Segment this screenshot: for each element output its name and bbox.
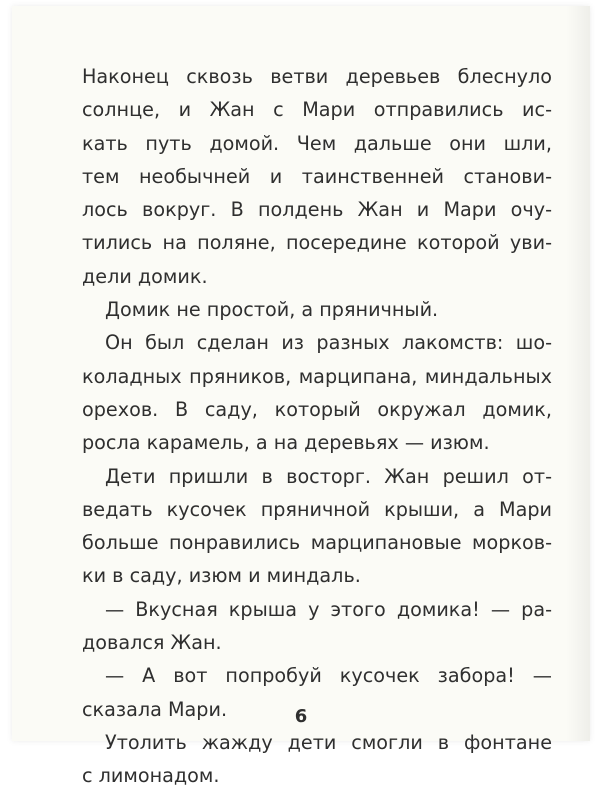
text-line: Он был сделан из разных лакомств: шо-: [105, 331, 552, 355]
text-line: Наконец сквозь ветви деревьев блеснуло: [82, 65, 552, 88]
text-line: довался Жан.: [82, 631, 222, 655]
paragraph-7: [82, 726, 552, 793]
text-line: Дети пришли в восторг. Жан решил от-: [105, 464, 552, 488]
text-line: ведать кусочек пряничной крыши, а Мари: [82, 497, 552, 521]
paragraph-3: [82, 326, 552, 459]
text-line: — А вот попробуй кусочек забора! —: [105, 664, 552, 688]
text-line: Утолить жажду дети смогли в фонтане: [105, 730, 552, 754]
story-text: [82, 60, 552, 793]
paragraph-1: [82, 60, 552, 293]
text-line: солнце, и Жан с Мари отправились ис-: [82, 98, 552, 122]
text-line: коладных пряников, марципана, миндальных: [82, 364, 552, 388]
text-line: больше понравились марципановые морков-: [82, 531, 552, 555]
text-line: ки в саду, изюм и миндаль.: [82, 564, 361, 588]
text-line: орехов. В саду, который окружал домик,: [82, 397, 552, 421]
paragraph-5: [82, 593, 552, 660]
page-number: 6: [294, 706, 308, 727]
text-line: лось вокруг. В полдень Жан и Мари очу-: [82, 198, 552, 222]
text-line: тем необычней и таинственней станови-: [82, 164, 552, 188]
text-line: тились на поляне, посередине которой уви-: [82, 231, 552, 255]
book-page: [12, 6, 590, 788]
text-line: росла карамель, а на деревьях — изюм.: [82, 431, 490, 455]
text-line: кать путь домой. Чем дальше они шли,: [82, 131, 552, 155]
text-line: дели домик.: [82, 264, 208, 288]
paragraph-2: [82, 293, 552, 326]
text-line: сказала Мари.: [82, 697, 228, 721]
paragraph-4: [82, 460, 552, 593]
text-line: — Вкусная крыша у этого домика! — ра-: [105, 597, 552, 621]
text-line: с лимонадом.: [82, 764, 220, 788]
text-line: Домик не простой, а пряничный.: [105, 298, 439, 322]
